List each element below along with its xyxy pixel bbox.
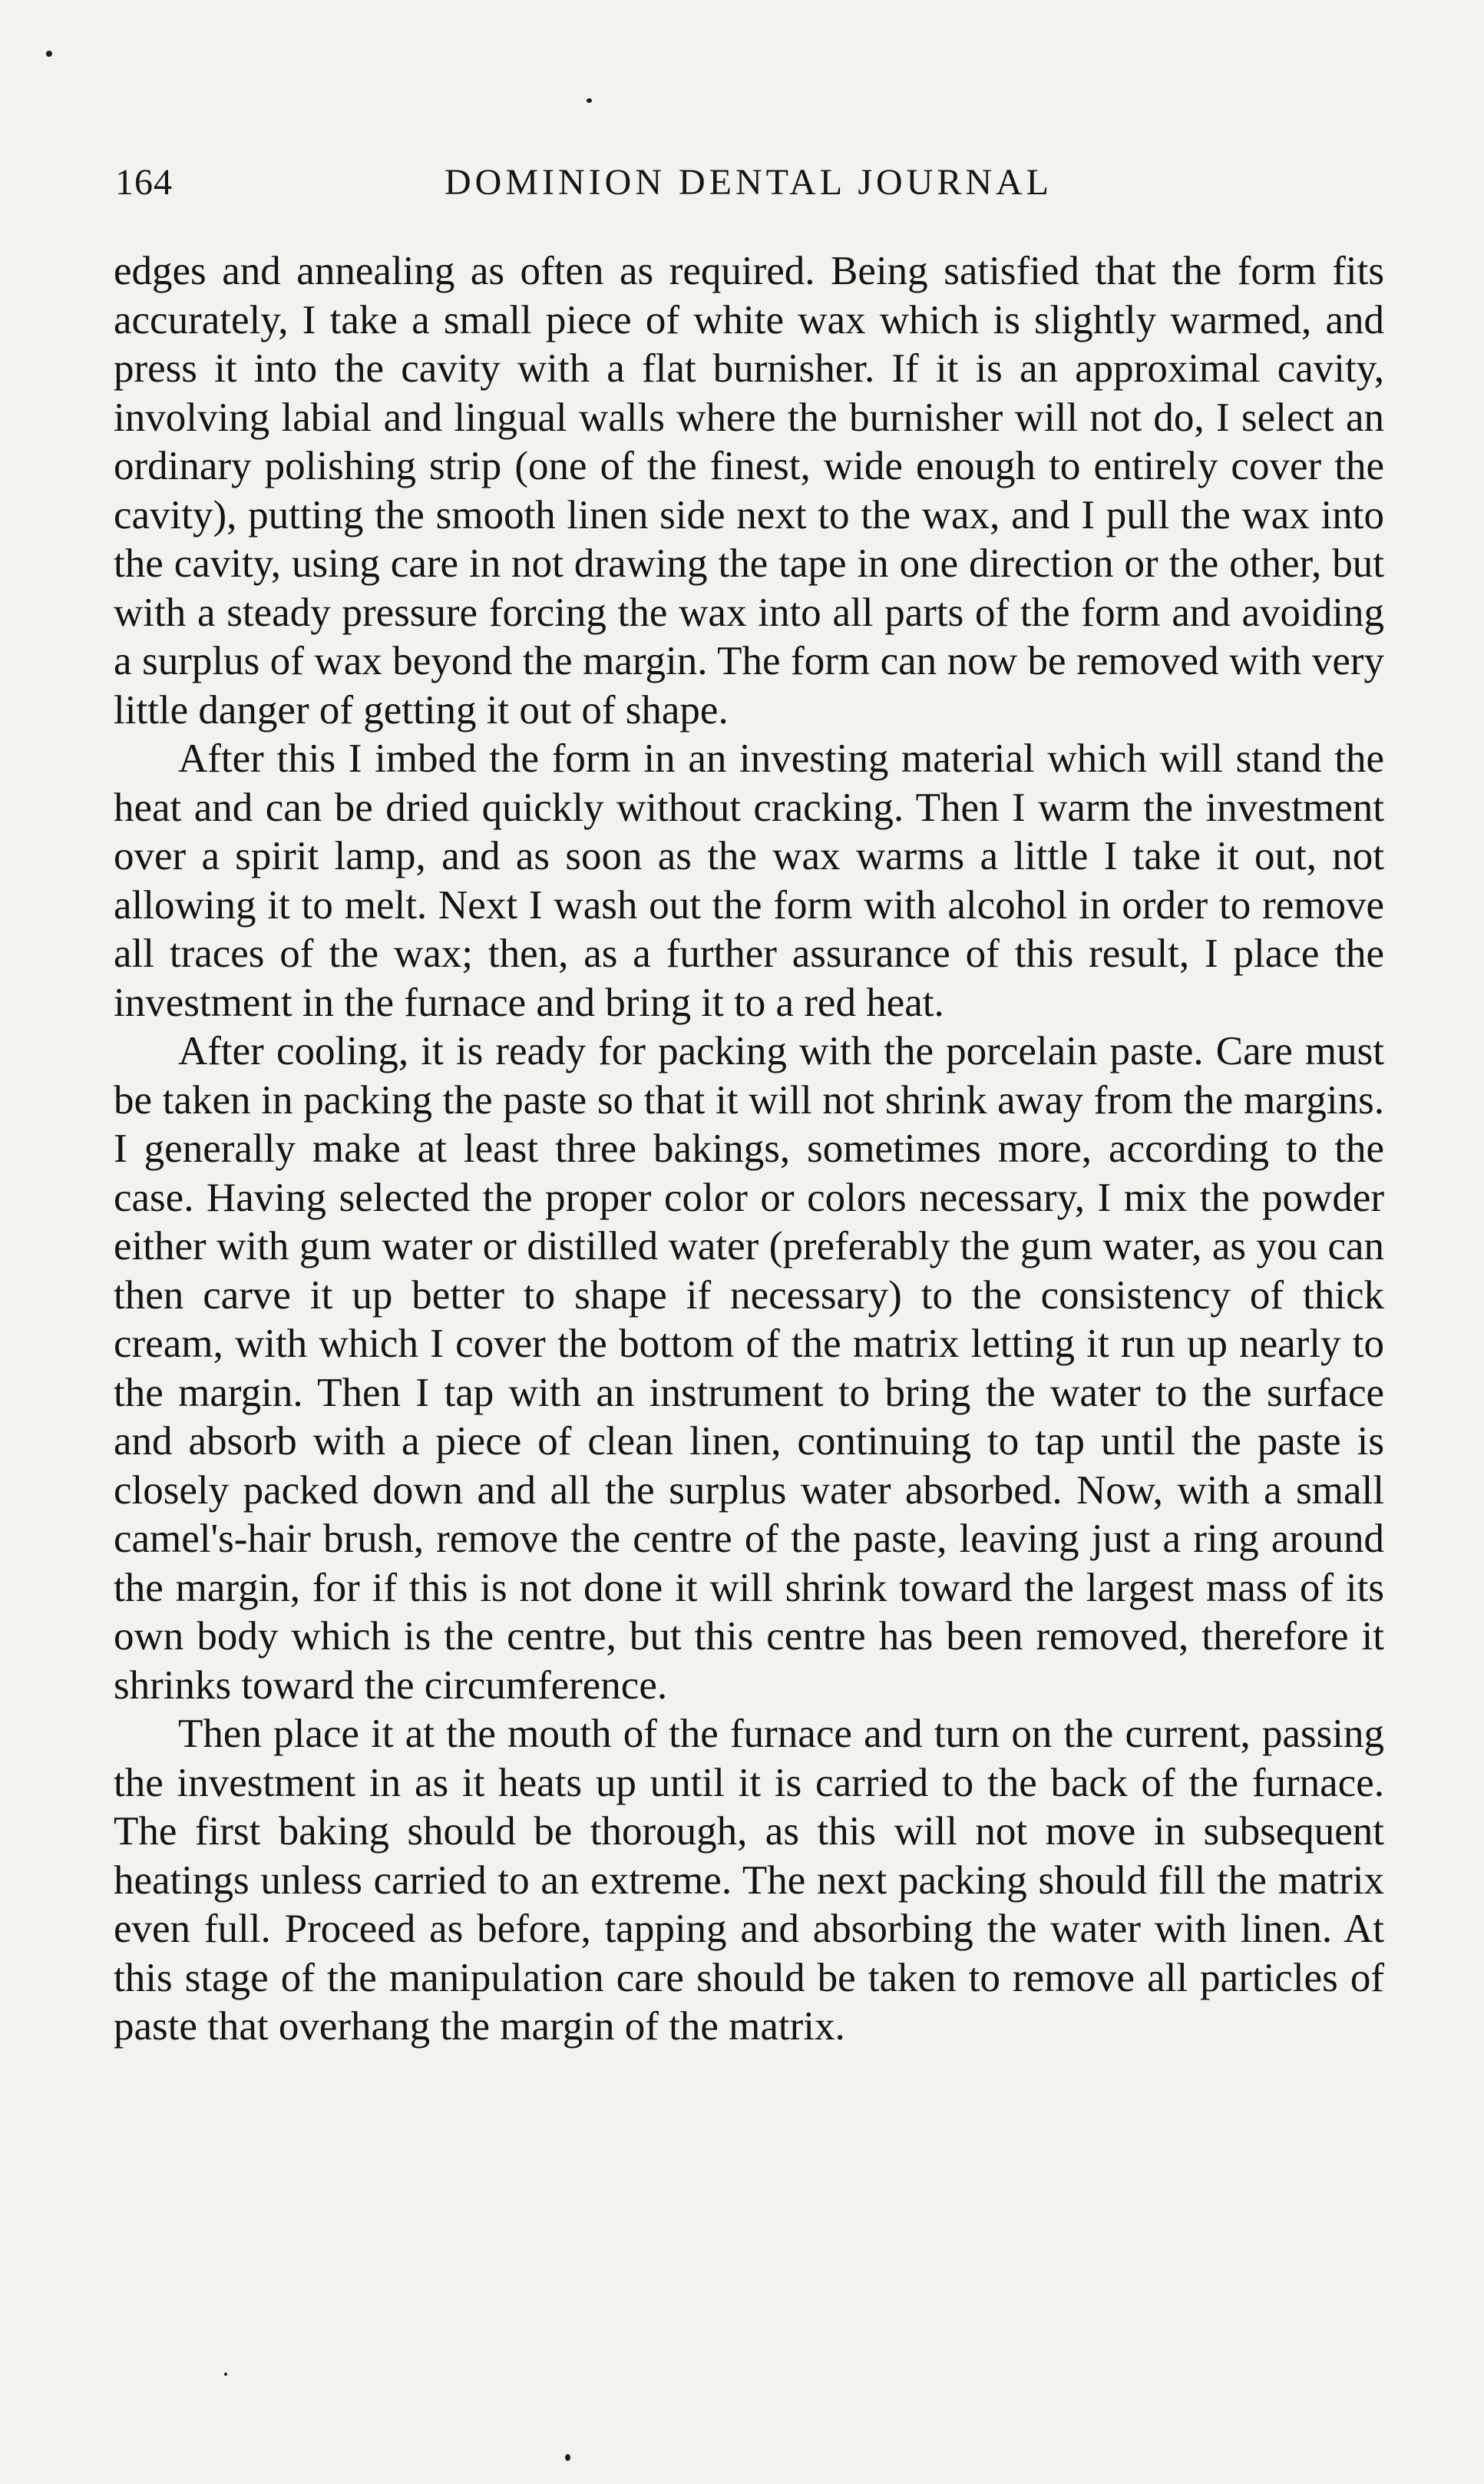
scan-speck-top-left [46, 51, 52, 57]
paragraph-1: edges and annealing as often as required. Being satisfied that the form fits accurately, I take a small piece of white wax which is slightly warmed, and press it into the cavity with a flat burnisher. If it is an approximal cavity, involving labial and lingual walls where the burnisher will not do, I select an ordinary polishing strip (one of the finest, wide enough to entirely cover the cavity), putting the smooth linen side next to the wax, and I pull the wax into the cavity, using care in not drawing the tape in one direction or the other, but with a steady pressure forcing the wax into all parts of the form and avoiding a surplus of wax beyond the margin. The form can now be removed with very little danger of getting it out of shape. [114, 249, 1384, 733]
article-body [114, 247, 1384, 2052]
page-number: 164 [115, 162, 173, 203]
paragraph-2: After this I imbed the form in an investing material which will stand the heat and can be dried quickly without cracking. Then I warm the investment over a spirit lamp, and as soon as the wax warms a little I take it out, not allowing it to melt. Next I wash out the form with alcohol in order to remove all traces of the wax; then, as a further assurance of this result, I place the investment in the furnace and bring it to a red heat. [114, 736, 1384, 1025]
page-header [115, 161, 1382, 215]
scan-speck-bottom-center [565, 2454, 570, 2461]
scan-speck-top-center [587, 98, 592, 103]
running-title: DOMINION DENTAL JOURNAL [445, 162, 1053, 203]
paragraph-3: After cooling, it is ready for packing with the porcelain paste. Care must be taken in packing the paste so that it will not shrink away from the margins. I generally make at least three bakings, sometimes more, according to the case. Having selected the proper color or colors necessary, I mix the powder either with gum water or distilled water (preferably the gum water, as you can then carve it up better to shape if necessary) to the consistency of thick cream, with which I cover the bottom of the matrix letting it run up nearly to the margin. Then I tap with an instrument to bring the water to the surface and absorb with a piece of clean linen, continuing to tap until the paste is closely packed down and all the surplus water absorbed. Now, with a small camel's-hair brush, remove the centre of the paste, leaving just a ring around the margin, for if this is not done it will shrink toward the largest mass of its own body which is the centre, but this centre has been removed, therefore it shrinks toward the circumference. [114, 1029, 1384, 1708]
paragraph-4: Then place it at the mouth of the furnace and turn on the current, passing the investment in as it heats up until it is carried to the back of the furnace. The first baking should be thorough, as this will not move in subsequent heatings unless carried to an extreme. The next packing should fill the matrix even full. Proceed as before, tapping and absorbing the water with linen. At this stage of the manipulation care should be taken to remove all particles of paste that overhang the margin of the matrix. [114, 1712, 1384, 2049]
scan-speck-bottom-left [224, 2373, 227, 2376]
